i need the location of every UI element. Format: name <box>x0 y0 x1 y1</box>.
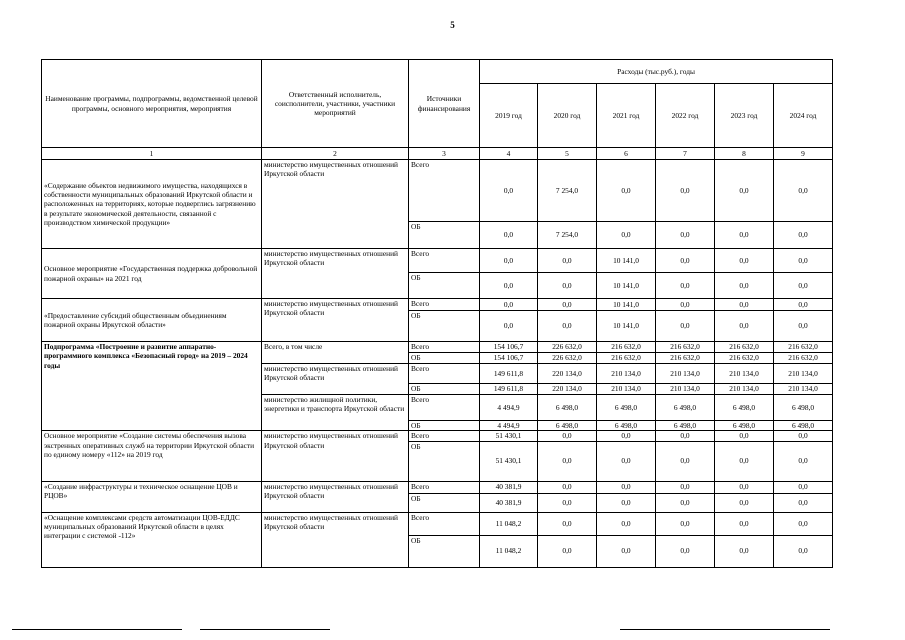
header-year: 2024 год <box>774 84 833 148</box>
amount-cell: 0,0 <box>597 493 656 512</box>
row-name: «Содержание объектов недвижимого имущества, находящихся в собственности муниципальных образований Иркутской области и расположенных на территориях, которые подверглись загрязнению в результате экономической деятельности, связанной с производством химической продукции» <box>42 160 262 249</box>
header-year: 2020 год <box>538 84 597 148</box>
amount-cell: 40 381,9 <box>480 481 538 493</box>
amount-cell: 0,0 <box>656 431 715 441</box>
amount-cell: 0,0 <box>715 311 774 342</box>
amount-cell: 210 134,0 <box>715 384 774 395</box>
amount-cell: 0,0 <box>597 512 656 535</box>
amount-cell: 6 498,0 <box>774 395 833 421</box>
table-row <box>42 342 833 353</box>
amount-cell: 0,0 <box>597 431 656 441</box>
amount-cell: 40 381,9 <box>480 493 538 512</box>
amount-cell: 210 134,0 <box>715 364 774 384</box>
amount-cell: 216 632,0 <box>656 353 715 364</box>
amount-cell: 0,0 <box>774 311 833 342</box>
row-source: ОБ <box>409 311 480 342</box>
amount-cell: 210 134,0 <box>656 364 715 384</box>
header-expenses: Расходы (тыс.руб.), годы <box>480 60 833 84</box>
amount-cell: 0,0 <box>715 273 774 299</box>
table-row <box>42 481 833 493</box>
row-name: Основное мероприятие «Государственная поддержка добровольной пожарной охраны» на 2021 год <box>42 249 262 299</box>
header-program-name: Наименование программы, подпрограммы, ведомственной целевой программы, основного мероприятия, мероприятия <box>42 60 262 148</box>
amount-cell: 0,0 <box>597 222 656 249</box>
amount-cell: 6 498,0 <box>774 421 833 431</box>
amount-cell: 0,0 <box>480 249 538 273</box>
subprogram-name: Подпрограмма «Построение и развитие аппаратно-программного комплекса «Безопасный город» на 2019 – 2024 годы <box>42 342 262 431</box>
column-number: 9 <box>774 148 833 160</box>
page-number: 5 <box>450 20 455 30</box>
column-number: 4 <box>480 148 538 160</box>
column-number: 7 <box>656 148 715 160</box>
header-source: Источники финансирования <box>409 60 480 148</box>
amount-cell: 0,0 <box>538 273 597 299</box>
amount-cell: 0,0 <box>774 512 833 535</box>
amount-cell: 0,0 <box>480 299 538 311</box>
amount-cell: 0,0 <box>656 535 715 567</box>
amount-cell: 226 632,0 <box>538 353 597 364</box>
amount-cell: 154 106,7 <box>480 353 538 364</box>
amount-cell: 0,0 <box>774 441 833 481</box>
amount-cell: 0,0 <box>715 160 774 222</box>
header-year: 2019 год <box>480 84 538 148</box>
amount-cell: 51 430,1 <box>480 431 538 441</box>
amount-cell: 0,0 <box>480 273 538 299</box>
row-source: ОБ <box>409 441 480 481</box>
row-executor: министерство имущественных отношений Иркутской области <box>262 481 409 512</box>
amount-cell: 7 254,0 <box>538 222 597 249</box>
row-source: Всего <box>409 342 480 353</box>
row-source: ОБ <box>409 222 480 249</box>
row-source: Всего <box>409 364 480 384</box>
amount-cell: 0,0 <box>538 493 597 512</box>
amount-cell: 216 632,0 <box>774 353 833 364</box>
amount-cell: 10 141,0 <box>597 273 656 299</box>
row-source: Всего <box>409 431 480 441</box>
amount-cell: 0,0 <box>774 431 833 441</box>
row-name: «Предоставление субсидий общественным объединениям пожарной охраны Иркутской области» <box>42 299 262 342</box>
amount-cell: 11 048,2 <box>480 512 538 535</box>
column-number: 5 <box>538 148 597 160</box>
amount-cell: 210 134,0 <box>656 384 715 395</box>
amount-cell: 216 632,0 <box>774 342 833 353</box>
header-year: 2023 год <box>715 84 774 148</box>
amount-cell: 4 494,9 <box>480 421 538 431</box>
amount-cell: 0,0 <box>774 299 833 311</box>
amount-cell: 6 498,0 <box>538 395 597 421</box>
row-executor: министерство имущественных отношений Иркутской области <box>262 512 409 567</box>
amount-cell: 6 498,0 <box>597 421 656 431</box>
amount-cell: 0,0 <box>715 431 774 441</box>
amount-cell: 0,0 <box>656 222 715 249</box>
header-executor: Ответственный исполнитель, соисполнители, участники, участники мероприятий <box>262 60 409 148</box>
header-year: 2021 год <box>597 84 656 148</box>
amount-cell: 220 134,0 <box>538 384 597 395</box>
table-row <box>42 299 833 311</box>
row-executor: министерство имущественных отношений Иркутской области <box>262 364 409 395</box>
amount-cell: 0,0 <box>656 512 715 535</box>
amount-cell: 0,0 <box>715 299 774 311</box>
amount-cell: 154 106,7 <box>480 342 538 353</box>
table-row <box>42 160 833 222</box>
amount-cell: 0,0 <box>715 481 774 493</box>
amount-cell: 0,0 <box>538 512 597 535</box>
amount-cell: 210 134,0 <box>597 364 656 384</box>
amount-cell: 0,0 <box>656 160 715 222</box>
row-source: Всего <box>409 395 480 421</box>
row-executor: министерство имущественных отношений Иркутской области <box>262 299 409 342</box>
amount-cell: 149 611,8 <box>480 384 538 395</box>
row-source: Всего <box>409 299 480 311</box>
table-row <box>42 249 833 273</box>
header-year: 2022 год <box>656 84 715 148</box>
signature-line-left <box>12 629 182 630</box>
amount-cell: 4 494,9 <box>480 395 538 421</box>
amount-cell: 0,0 <box>480 222 538 249</box>
row-source: Всего <box>409 160 480 222</box>
row-name: Основное мероприятие «Создание системы обеспечения вызова экстренных оперативных служб на территории Иркутской области по единому номеру «112» на 2019 год <box>42 431 262 481</box>
amount-cell: 6 498,0 <box>538 421 597 431</box>
column-number: 3 <box>409 148 480 160</box>
amount-cell: 0,0 <box>480 311 538 342</box>
amount-cell: 0,0 <box>597 160 656 222</box>
amount-cell: 0,0 <box>597 481 656 493</box>
row-name: «Создание инфраструктуры и техническое оснащение ЦОВ и РЦОВ» <box>42 481 262 512</box>
amount-cell: 0,0 <box>538 535 597 567</box>
amount-cell: 0,0 <box>597 441 656 481</box>
amount-cell: 0,0 <box>715 512 774 535</box>
row-source: ОБ <box>409 535 480 567</box>
row-source: Всего <box>409 249 480 273</box>
row-source: ОБ <box>409 384 480 395</box>
amount-cell: 210 134,0 <box>774 384 833 395</box>
header-row <box>42 60 833 84</box>
amount-cell: 0,0 <box>656 441 715 481</box>
amount-cell: 210 134,0 <box>774 364 833 384</box>
amount-cell: 0,0 <box>774 481 833 493</box>
amount-cell: 149 611,8 <box>480 364 538 384</box>
amount-cell: 0,0 <box>656 493 715 512</box>
amount-cell: 0,0 <box>715 222 774 249</box>
signature-line-mid <box>200 629 330 630</box>
amount-cell: 210 134,0 <box>597 384 656 395</box>
table-row <box>42 431 833 441</box>
row-executor: министерство имущественных отношений Иркутской области <box>262 160 409 249</box>
amount-cell: 6 498,0 <box>656 395 715 421</box>
amount-cell: 10 141,0 <box>597 249 656 273</box>
amount-cell: 226 632,0 <box>538 342 597 353</box>
amount-cell: 220 134,0 <box>538 364 597 384</box>
amount-cell: 6 498,0 <box>656 421 715 431</box>
row-source: Всего <box>409 481 480 493</box>
amount-cell: 0,0 <box>715 249 774 273</box>
amount-cell: 0,0 <box>656 311 715 342</box>
amount-cell: 0,0 <box>597 535 656 567</box>
amount-cell: 11 048,2 <box>480 535 538 567</box>
amount-cell: 51 430,1 <box>480 441 538 481</box>
amount-cell: 0,0 <box>656 273 715 299</box>
amount-cell: 0,0 <box>656 249 715 273</box>
column-numbers-row <box>42 148 833 160</box>
amount-cell: 0,0 <box>715 493 774 512</box>
column-number: 2 <box>262 148 409 160</box>
amount-cell: 0,0 <box>774 249 833 273</box>
row-source: ОБ <box>409 421 480 431</box>
amount-cell: 0,0 <box>656 299 715 311</box>
row-executor: министерство жилищной политики, энергетики и транспорта Иркутской области <box>262 395 409 431</box>
amount-cell: 6 498,0 <box>715 395 774 421</box>
column-number: 8 <box>715 148 774 160</box>
amount-cell: 0,0 <box>538 441 597 481</box>
amount-cell: 0,0 <box>715 535 774 567</box>
amount-cell: 216 632,0 <box>597 342 656 353</box>
amount-cell: 216 632,0 <box>715 342 774 353</box>
amount-cell: 10 141,0 <box>597 299 656 311</box>
column-number: 1 <box>42 148 262 160</box>
row-source: Всего <box>409 512 480 535</box>
amount-cell: 0,0 <box>774 535 833 567</box>
amount-cell: 7 254,0 <box>538 160 597 222</box>
amount-cell: 0,0 <box>774 160 833 222</box>
row-executor: министерство имущественных отношений Иркутской области <box>262 431 409 481</box>
amount-cell: 10 141,0 <box>597 311 656 342</box>
row-executor: министерство имущественных отношений Иркутской области <box>262 249 409 299</box>
amount-cell: 0,0 <box>656 481 715 493</box>
amount-cell: 0,0 <box>480 160 538 222</box>
amount-cell: 0,0 <box>538 299 597 311</box>
amount-cell: 0,0 <box>774 273 833 299</box>
amount-cell: 0,0 <box>538 481 597 493</box>
amount-cell: 0,0 <box>538 431 597 441</box>
amount-cell: 6 498,0 <box>597 395 656 421</box>
amount-cell: 216 632,0 <box>715 353 774 364</box>
amount-cell: 0,0 <box>774 493 833 512</box>
amount-cell: 216 632,0 <box>597 353 656 364</box>
table-body <box>42 60 833 568</box>
amount-cell: 6 498,0 <box>715 421 774 431</box>
amount-cell: 0,0 <box>715 441 774 481</box>
row-source: ОБ <box>409 353 480 364</box>
table-row <box>42 512 833 535</box>
column-number: 6 <box>597 148 656 160</box>
signature-line-right <box>620 629 830 630</box>
row-executor: Всего, в том числе <box>262 342 409 364</box>
amount-cell: 0,0 <box>538 311 597 342</box>
amount-cell: 216 632,0 <box>656 342 715 353</box>
amount-cell: 0,0 <box>774 222 833 249</box>
amount-cell: 0,0 <box>538 249 597 273</box>
row-name: «Оснащение комплексами средств автоматизации ЦОВ-ЕДДС муниципальных образований Иркутской области в целях интеграции с системой -112» <box>42 512 262 567</box>
row-source: ОБ <box>409 273 480 299</box>
row-source: ОБ <box>409 493 480 512</box>
financing-table <box>41 59 833 568</box>
